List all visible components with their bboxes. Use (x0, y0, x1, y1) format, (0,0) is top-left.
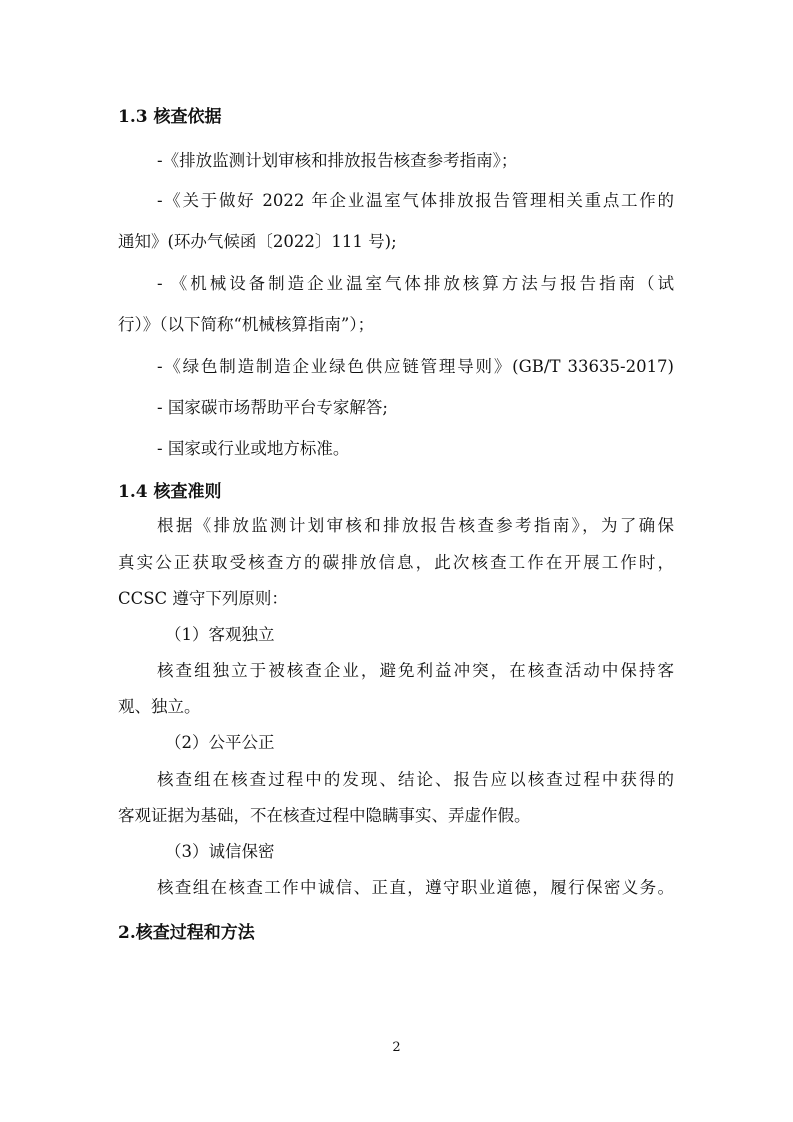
basis-item-6: - 国家或行业或地方标准。 (157, 439, 350, 458)
basis-item-4: -《绿色制造制造企业绿色供应链管理导则》(GB/T 33635-2017) (157, 357, 674, 376)
page-number: 2 (392, 1040, 401, 1055)
principle-2-text-line-2: 客观证据为基础，不在核查过程中隐瞒事实、弄虚作假。 (118, 806, 531, 825)
criteria-intro-line-2: 真实公正获取受核查方的碳排放信息，此次核查工作在开展工作时， (118, 553, 674, 572)
principle-1-title: （1）客观独立 (165, 625, 275, 644)
basis-item-5: - 国家碳市场帮助平台专家解答; (157, 398, 388, 417)
basis-item-2-line-2: 通知》(环办气候函〔2022〕111 号); (118, 232, 397, 251)
criteria-intro-line-1: 根据《排放监测计划审核和排放报告核查参考指南》，为了确保 (157, 516, 674, 535)
basis-item-2-line-1: -《关于做好 2022 年企业温室气体排放报告管理相关重点工作的 (157, 191, 674, 210)
criteria-intro-line-3: CCSC 遵守下列原则： (118, 589, 288, 608)
basis-item-3-line-2: 行）》（以下简称“机械核算指南”）； (118, 315, 375, 334)
section-heading-2: 2.核查过程和方法 (118, 923, 255, 943)
principle-1-text-line-2: 观、独立。 (118, 697, 201, 716)
section-heading-1-3: 1.3 核查依据 (118, 107, 222, 127)
basis-item-3-line-1: - 《机械设备制造企业温室气体排放核算方法与报告指南（试 (157, 274, 674, 293)
basis-item-1: -《排放监测计划审核和排放报告核查参考指南》； (157, 151, 518, 170)
principle-3-title: （3）诚信保密 (165, 842, 275, 861)
principle-1-text-line-1: 核查组独立于被核查企业，避免利益冲突，在核查活动中保持客 (157, 661, 674, 680)
principle-2-text-line-1: 核查组在核查过程中的发现、结论、报告应以核查过程中获得的 (157, 770, 674, 789)
principle-2-title: （2）公平公正 (165, 733, 275, 752)
principle-3-text-line-1: 核查组在核查工作中诚信、正直，遵守职业道德，履行保密义务。 (157, 878, 674, 897)
section-heading-1-4: 1.4 核查准则 (118, 482, 222, 502)
